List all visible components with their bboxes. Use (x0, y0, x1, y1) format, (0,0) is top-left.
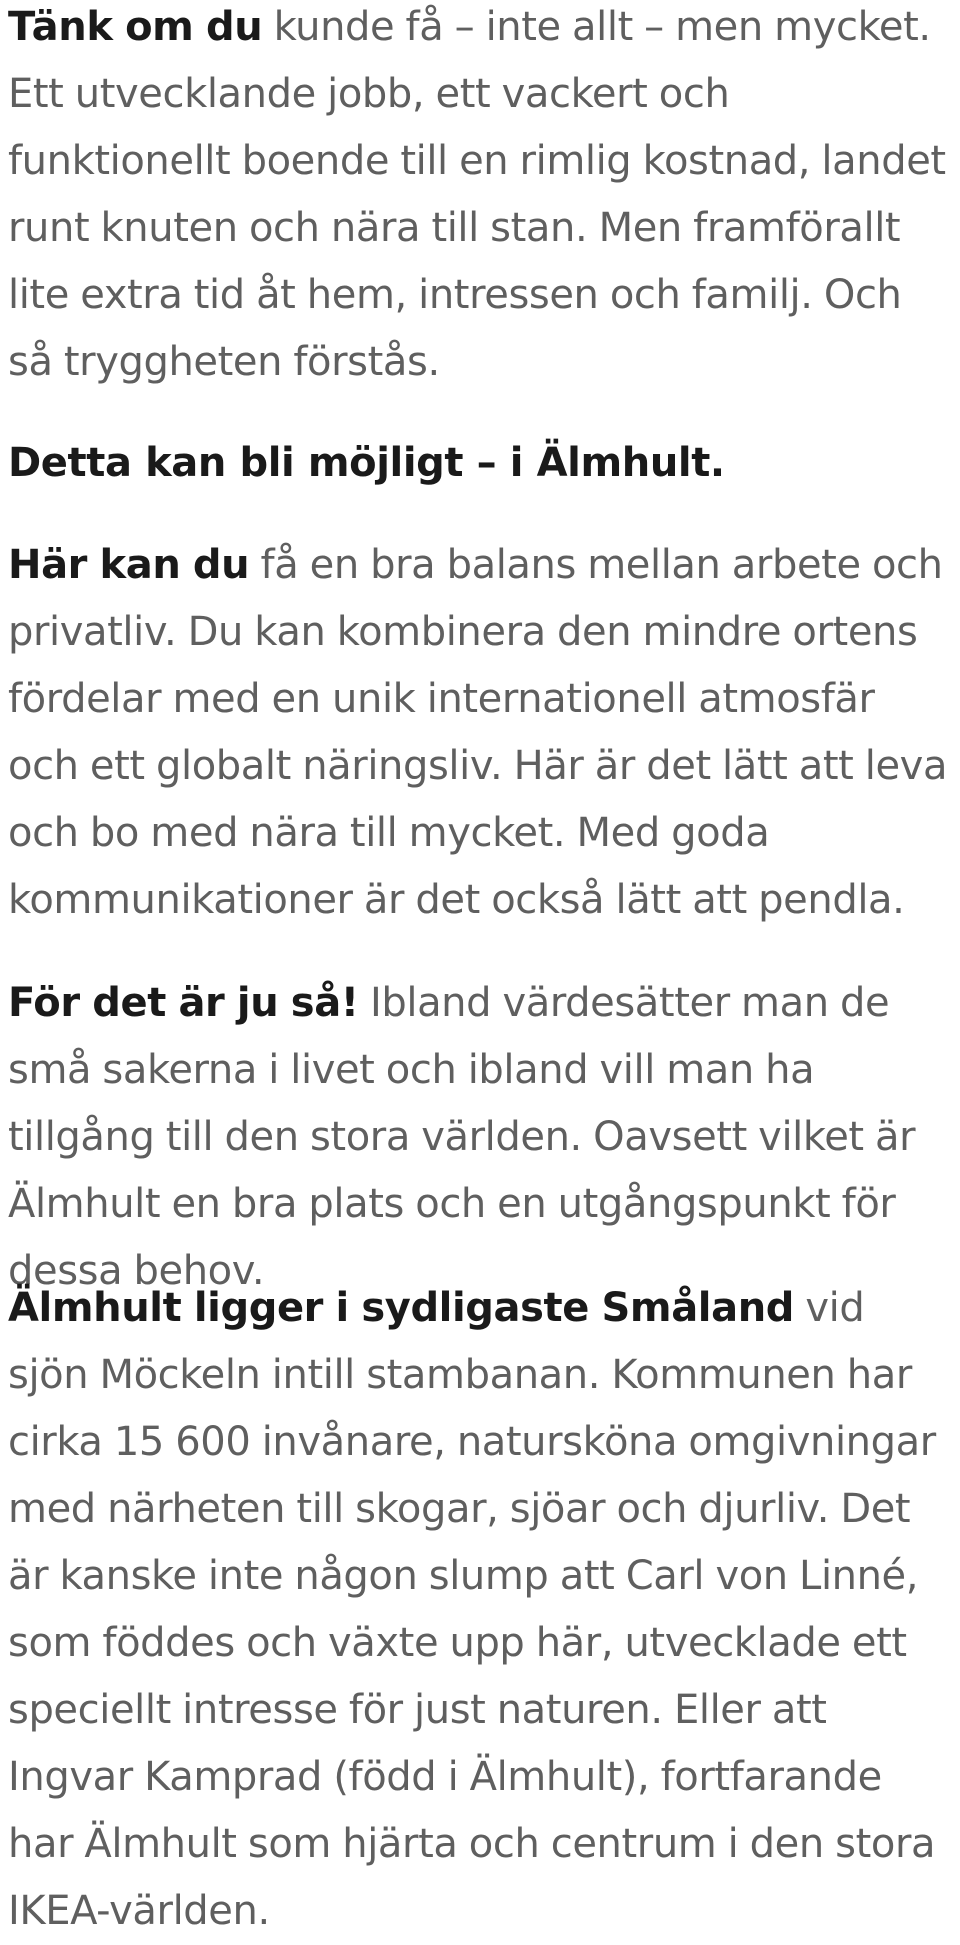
location-text: vid sjön Möckeln intill stambanan. Kommunen har cirka 15 600 invånare, natursköna omgivningar med närheten till skogar, sjöar och djurliv. Det är kanske inte någon slump att Carl von Linné, som föddes och växte upp här, utvecklade ett speciellt intresse för just naturen. Eller att Ingvar Kamprad (född i Älmhult), fortfarande har Älmhult som hjärta och centrum i den stora IKEA-världen. (8, 1285, 936, 1934)
intro-lead: Tänk om du (8, 4, 263, 50)
value-lead: För det är ju så! (8, 980, 359, 1026)
location-paragraph (8, 1275, 954, 1945)
section-heading: Detta kan bli möjligt – i Älmhult. (8, 440, 725, 486)
balance-lead: Här kan du (8, 542, 250, 588)
balance-text: få en bra balans mellan arbete och privatliv. Du kan kombinera den mindre ortens fördelar med en unik internationell atmosfär och ett globalt näringsliv. Här är det lätt att leva och bo med nära till mycket. Med goda kommunikationer är det också lätt att pendla. (8, 542, 948, 923)
intro-text: kunde få – inte allt – men mycket. Ett utvecklande jobb, ett vackert och funktionellt boende till en rimlig kostnad, landet runt knuten och nära till stan. Men framförallt lite extra tid åt hem, intressen och familj. Och så tryggheten förstås. (8, 4, 946, 385)
balance-paragraph (8, 532, 954, 934)
intro-paragraph (8, 0, 954, 396)
value-text: Ibland värdesätter man de små sakerna i livet och ibland vill man ha tillgång till den stora världen. Oavsett vilket är Älmhult en bra plats och en utgångspunkt för dessa behov. (8, 980, 916, 1294)
value-paragraph (8, 970, 954, 1305)
location-lead: Älmhult ligger i sydligaste Småland (8, 1285, 795, 1331)
